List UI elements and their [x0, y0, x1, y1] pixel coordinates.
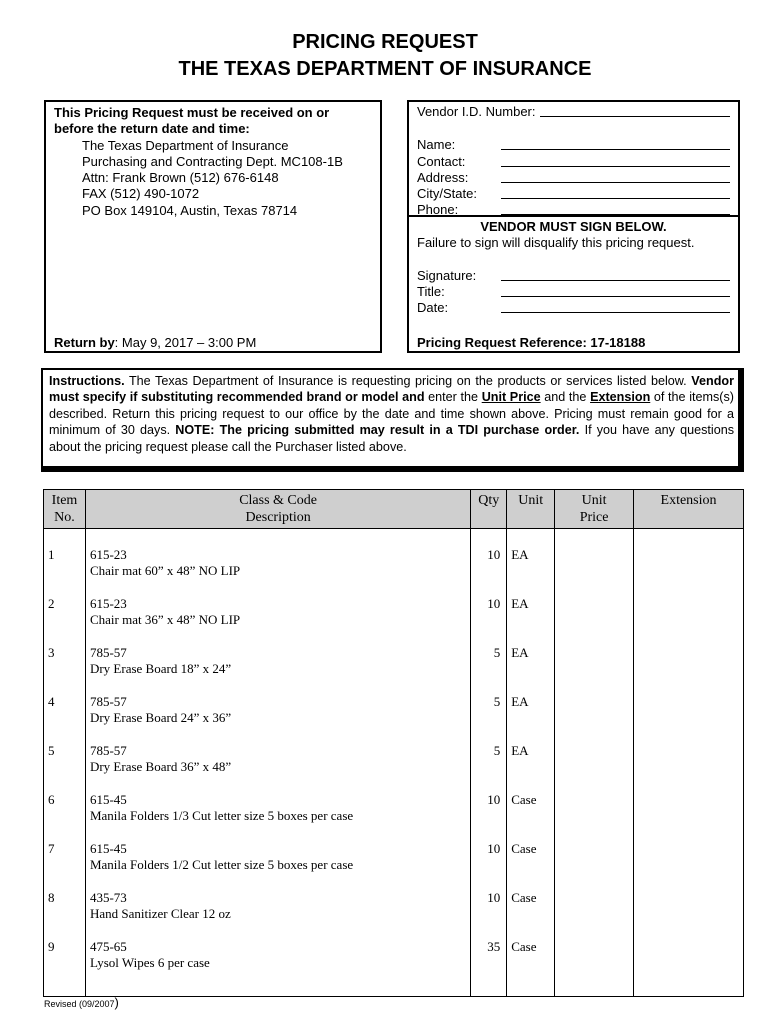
item-desc: Hand Sanitizer Clear 12 oz	[89, 906, 231, 921]
header-item-no: Item No.	[44, 490, 86, 529]
return-info-box	[44, 100, 382, 353]
item-extension[interactable]	[634, 596, 744, 645]
address-line: PO Box 149104, Austin, Texas 78714	[82, 202, 298, 218]
item-no: 7	[44, 841, 86, 890]
table-row	[44, 939, 744, 997]
signature-section	[409, 217, 738, 318]
item-code: 785-57	[89, 694, 127, 709]
item-description	[85, 841, 470, 890]
table-row	[44, 529, 744, 597]
vendor-city-field[interactable]: City/State:	[417, 186, 730, 202]
item-qty: 5	[471, 645, 507, 694]
item-description	[85, 743, 470, 792]
return-by: Return by: May 9, 2017 – 3:00 PM	[54, 335, 257, 350]
address-line: Attn: Frank Brown (512) 676-6148	[82, 170, 279, 186]
vendor-box	[407, 100, 740, 353]
item-qty: 5	[471, 743, 507, 792]
title-field[interactable]: Title:	[417, 284, 730, 300]
item-code: 435-73	[89, 890, 127, 905]
item-desc: Chair mat 36” x 48” NO LIP	[89, 612, 241, 627]
address-line: The Texas Department of Insurance	[82, 137, 289, 153]
item-qty: 5	[471, 694, 507, 743]
return-intro: This Pricing Request must be received on or before the return date and time:	[54, 105, 330, 137]
item-extension[interactable]	[634, 841, 744, 890]
item-no: 3	[44, 645, 86, 694]
address-line: Purchasing and Contracting Dept. MC108-1B	[82, 153, 343, 169]
item-unit-price[interactable]	[555, 939, 634, 997]
item-qty: 10	[471, 529, 507, 597]
item-description	[85, 645, 470, 694]
item-no: 8	[44, 890, 86, 939]
item-no: 4	[44, 694, 86, 743]
item-extension[interactable]	[634, 890, 744, 939]
item-unit-price[interactable]	[555, 792, 634, 841]
revision-note: Revised (09/2007)	[44, 995, 119, 1010]
vendor-id-field[interactable]: Vendor I.D. Number:	[417, 104, 730, 120]
header-unit-price: Unit Price	[555, 490, 634, 529]
item-no: 1	[44, 529, 86, 597]
item-unit: EA	[507, 694, 555, 743]
item-desc: Dry Erase Board 18” x 24”	[89, 661, 232, 676]
item-extension[interactable]	[634, 529, 744, 597]
address-line: FAX (512) 490-1072	[82, 186, 200, 202]
item-extension[interactable]	[634, 694, 744, 743]
item-code: 785-57	[89, 743, 127, 758]
reference-number: Pricing Request Reference: 17-18188	[417, 335, 646, 350]
failure-note: Failure to sign will disqualify this pricing request.	[417, 235, 695, 251]
items-table	[43, 489, 744, 997]
item-no: 5	[44, 743, 86, 792]
item-description	[85, 792, 470, 841]
table-row	[44, 596, 744, 645]
item-qty: 10	[471, 596, 507, 645]
item-desc: Lysol Wipes 6 per case	[89, 955, 210, 970]
item-description	[85, 529, 470, 597]
item-no: 6	[44, 792, 86, 841]
signature-field[interactable]: Signature:	[417, 268, 730, 284]
table-row	[44, 792, 744, 841]
header-extension: Extension	[634, 490, 744, 529]
item-code: 615-23	[89, 547, 127, 562]
table-row	[44, 694, 744, 743]
item-unit-price[interactable]	[555, 694, 634, 743]
vendor-address-field[interactable]: Address:	[417, 170, 730, 186]
item-unit-price[interactable]	[555, 841, 634, 890]
item-description	[85, 939, 470, 997]
item-unit-price[interactable]	[555, 890, 634, 939]
header-unit: Unit	[507, 490, 555, 529]
table-row	[44, 743, 744, 792]
item-extension[interactable]	[634, 645, 744, 694]
item-desc: Dry Erase Board 24” x 36”	[89, 710, 232, 725]
instructions-box: Instructions. The Texas Department of Insurance is requesting pricing on the products or services listed below. Vendor must specify if substituting recommended brand or model and enter the Unit Price and the Extension of the items(s) described. Return this pricing request to our office by the date and time shown above. Pricing must remain good for a minimum of 30 days. NOTE: The pricing submitted may result in a TDI purchase order. If you have any questions about the pricing request please call the Purchaser listed above.	[41, 368, 744, 472]
item-unit: EA	[507, 596, 555, 645]
header-qty: Qty	[471, 490, 507, 529]
must-sign-note: VENDOR MUST SIGN BELOW.	[480, 219, 667, 234]
vendor-name-field[interactable]: Name:	[417, 137, 730, 153]
table-row	[44, 890, 744, 939]
item-no: 9	[44, 939, 86, 997]
item-desc: Manila Folders 1/3 Cut letter size 5 boxes per case	[89, 808, 354, 823]
item-unit-price[interactable]	[555, 596, 634, 645]
item-qty: 10	[471, 841, 507, 890]
item-unit: Case	[507, 841, 555, 890]
item-unit-price[interactable]	[555, 743, 634, 792]
item-qty: 10	[471, 890, 507, 939]
page-subtitle: THE TEXAS DEPARTMENT OF INSURANCE	[178, 58, 592, 80]
item-desc: Dry Erase Board 36” x 48”	[89, 759, 232, 774]
item-unit: Case	[507, 792, 555, 841]
item-code: 615-45	[89, 792, 127, 807]
item-unit: EA	[507, 529, 555, 597]
vendor-info-section	[409, 102, 738, 217]
table-header	[44, 490, 744, 529]
item-description	[85, 694, 470, 743]
vendor-phone-field[interactable]: Phone:	[417, 202, 730, 218]
item-code: 785-57	[89, 645, 127, 660]
item-qty: 35	[471, 939, 507, 997]
item-unit: EA	[507, 743, 555, 792]
item-unit: Case	[507, 939, 555, 997]
item-unit: Case	[507, 890, 555, 939]
item-description	[85, 596, 470, 645]
header-description: Class & Code Description	[85, 490, 470, 529]
item-code: 615-23	[89, 596, 127, 611]
vendor-contact-field[interactable]: Contact:	[417, 154, 730, 170]
table-row	[44, 841, 744, 890]
item-unit-price[interactable]	[555, 645, 634, 694]
item-code: 475-65	[89, 939, 127, 954]
item-qty: 10	[471, 792, 507, 841]
item-description	[85, 890, 470, 939]
item-code: 615-45	[89, 841, 127, 856]
item-desc: Manila Folders 1/2 Cut letter size 5 boxes per case	[89, 857, 354, 872]
date-field[interactable]: Date:	[417, 300, 730, 316]
item-unit: EA	[507, 645, 555, 694]
item-desc: Chair mat 60” x 48” NO LIP	[89, 563, 241, 578]
item-unit-price[interactable]	[555, 529, 634, 597]
table-row	[44, 645, 744, 694]
page-title: PRICING REQUEST	[292, 31, 478, 53]
item-extension[interactable]	[634, 939, 744, 997]
item-extension[interactable]	[634, 792, 744, 841]
item-no: 2	[44, 596, 86, 645]
item-extension[interactable]	[634, 743, 744, 792]
